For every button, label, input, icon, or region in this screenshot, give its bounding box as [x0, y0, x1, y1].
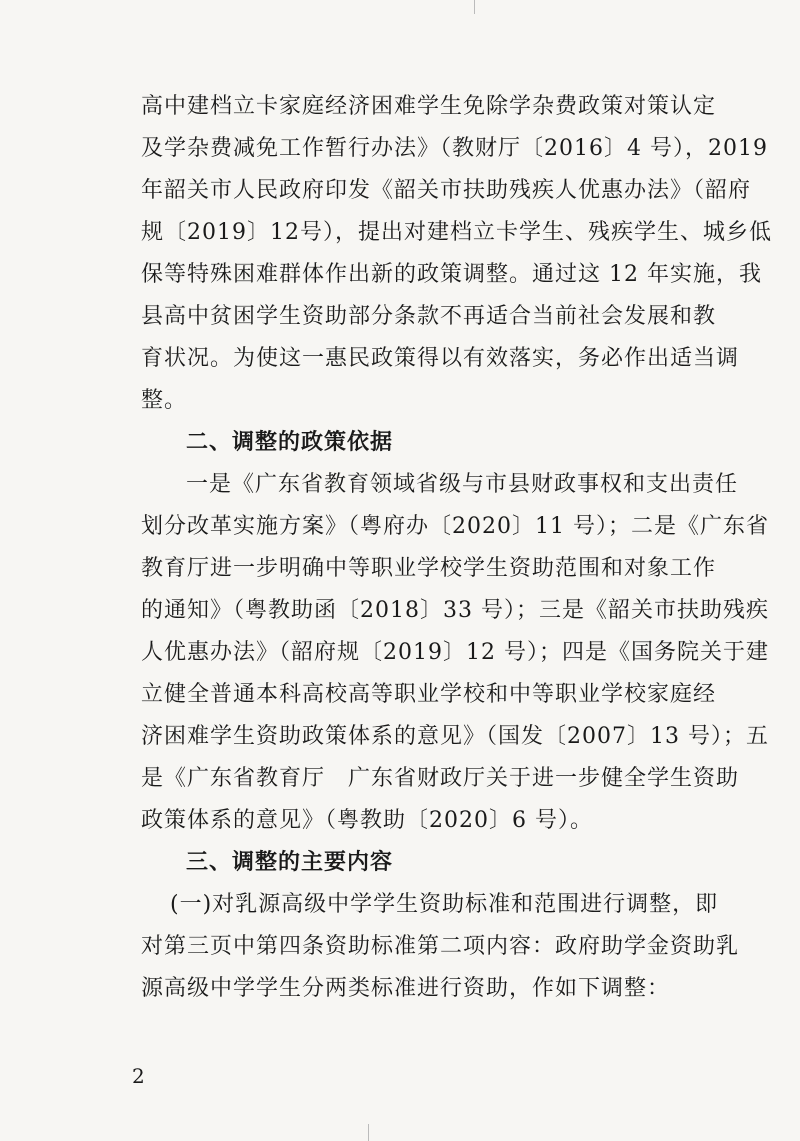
- section-heading-3: 三、调整的主要内容: [186, 850, 394, 875]
- paragraph-line: 教育厅进一步明确中等职业学校学生资助范围和对象工作: [141, 556, 717, 581]
- scan-edge-mark: [474, 0, 475, 14]
- scan-edge-mark: [368, 1124, 369, 1141]
- paragraph-line: 立健全普通本科高校高等职业学校和中等职业学校家庭经: [141, 682, 717, 707]
- paragraph-line: 县高中贫困学生资助部分条款不再适合当前社会发展和教: [141, 304, 717, 329]
- paragraph-line: 人优惠办法》（韶府规〔2019〕12 号）；四是《国务院关于建: [141, 640, 769, 665]
- paragraph-line: 高中建档立卡家庭经济困难学生免除学杂费政策对策认定: [141, 94, 717, 119]
- paragraph-line: 划分改革实施方案》（粤府办〔2020〕11 号）；二是《广东省: [141, 514, 769, 539]
- paragraph-line: 保等特殊困难群体作出新的政策调整。通过这 12 年实施，我: [141, 262, 762, 287]
- paragraph-line: 的通知》（粤教助函〔2018〕33 号）；三是《韶关市扶助残疾: [141, 598, 769, 623]
- paragraph-line: 对第三页中第四条资助标准第二项内容：政府助学金资助乳: [141, 934, 740, 959]
- paragraph-line: 年韶关市人民政府印发《韶关市扶助残疾人优惠办法》（韶府: [141, 178, 752, 203]
- paragraph-line: 济困难学生资助政策体系的意见》（国发〔2007〕13 号）；五: [141, 724, 769, 749]
- paragraph-line: 整。: [141, 388, 188, 413]
- paragraph-line: 政策体系的意见》（粤教助〔2020〕6 号）。: [141, 808, 593, 833]
- paragraph-line: 及学杂费减免工作暂行办法》（教财厅〔2016〕4 号），2019: [141, 136, 768, 161]
- paragraph-line: 一是《广东省教育领域省级与市县财政事权和支出责任: [186, 472, 739, 497]
- section-heading-2: 二、调整的政策依据: [186, 430, 394, 455]
- paragraph-line: 是《广东省教育厅 广东省财政厅关于进一步健全学生资助: [141, 766, 740, 791]
- paragraph-line: 规〔2019〕12号），提出对建档立卡学生、残疾学生、城乡低: [141, 220, 772, 245]
- paragraph-line: 育状况。为使这一惠民政策得以有效落实，务必作出适当调: [141, 346, 740, 371]
- paragraph-line: 源高级中学学生分两类标准进行资助，作如下调整：: [141, 976, 671, 1001]
- paragraph-line: (一)对乳源高级中学学生资助标准和范围进行调整，即: [170, 892, 719, 917]
- page-number: 2: [132, 1064, 145, 1088]
